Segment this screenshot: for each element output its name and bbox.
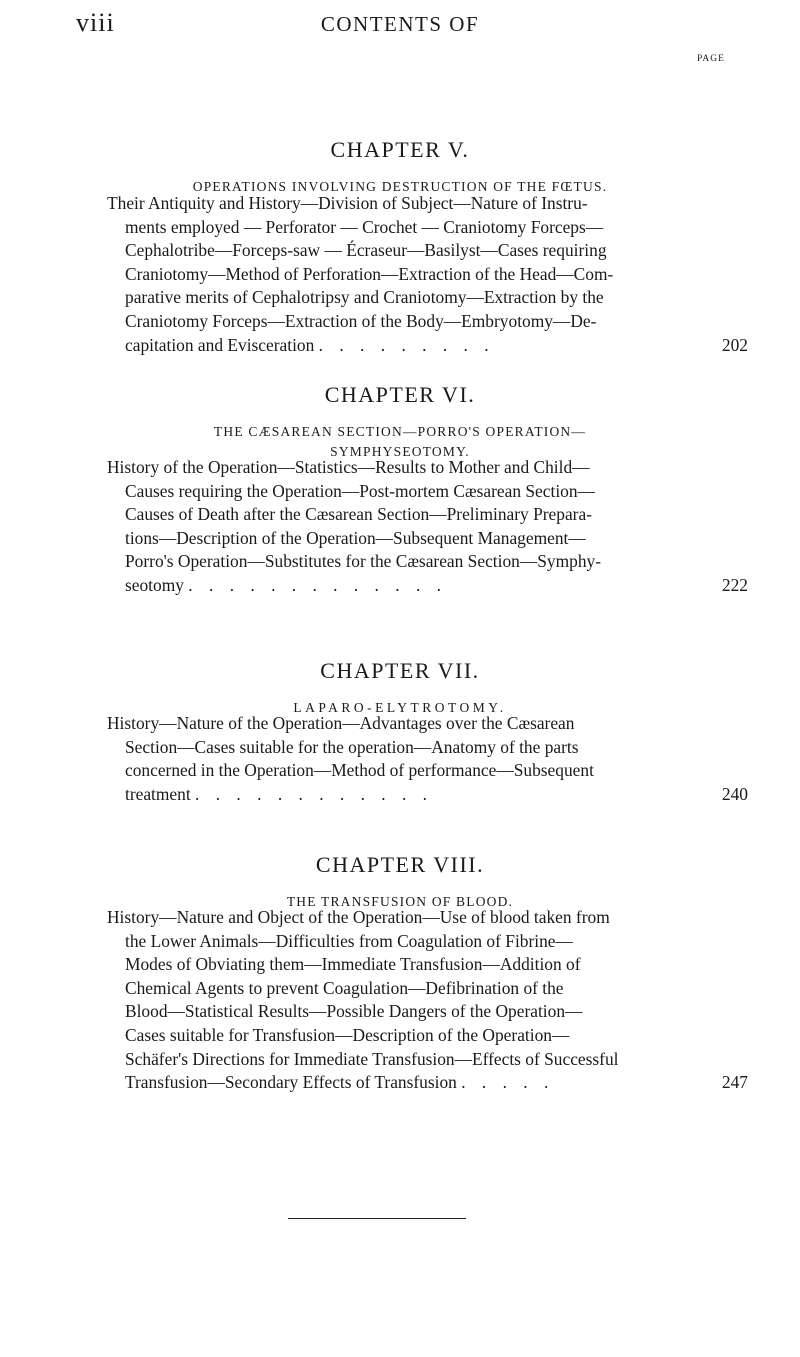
chapter-viii-heading [0, 852, 800, 912]
end-rule [288, 1218, 466, 1219]
contents-line: concerned in the Operation—Method of performance—Subsequent [125, 760, 594, 781]
contents-line: Craniotomy Forceps—Extraction of the Body—Embryotomy—De- [125, 310, 597, 331]
contents-line: Modes of Obviating them—Immediate Transfusion—Addition of [125, 954, 581, 975]
chapter-viii-contents [107, 906, 748, 1095]
chapter-vi-heading [0, 382, 800, 462]
contents-line: parative merits of Cephalotripsy and Craniotomy—Extraction by the [125, 287, 604, 308]
running-title: CONTENTS OF [320, 12, 480, 36]
contents-line: Cases suitable for Transfusion—Description of the Operation— [125, 1024, 570, 1045]
page-header [0, 8, 800, 48]
contents-line: treatment . . . . . . . . . . . . [125, 783, 434, 804]
contents-line: Section—Cases suitable for the operation—Anatomy of the parts [125, 736, 579, 757]
contents-line: History—Nature and Object of the Operation—Use of blood taken from [107, 907, 610, 927]
chapter-vii-heading [0, 658, 800, 718]
contents-line: ments employed — Perforator — Crochet — Craniotomy Forceps— [125, 216, 604, 237]
contents-line: Cephalotribe—Forceps-saw — Écraseur—Basilyst—Cases requiring [125, 240, 607, 261]
contents-line: the Lower Animals—Difficulties from Coagulation of Fibrine— [125, 930, 573, 951]
page-number: 222 [721, 574, 748, 595]
chapter-v-heading [0, 137, 800, 197]
chapter-title: CHAPTER V. [330, 137, 470, 162]
chapter-title: CHAPTER VII. [320, 658, 480, 683]
chapter-vi-contents [107, 456, 748, 598]
contents-line: Porro's Operation—Substitutes for the Cæsarean Section—Symphy- [125, 551, 602, 572]
chapter-subtitle: OPERATIONS INVOLVING DESTRUCTION OF THE FŒTUS. [192, 179, 608, 194]
contents-line: Causes requiring the Operation—Post-mortem Cæsarean Section— [125, 480, 595, 501]
contents-line: seotomy . . . . . . . . . . . . . [125, 574, 447, 595]
chapter-subtitle: THE TRANSFUSION OF BLOOD. [286, 894, 514, 909]
contents-line: Causes of Death after the Cæsarean Section—Preliminary Prepara- [125, 504, 592, 525]
contents-line: Chemical Agents to prevent Coagulation—Defibrination of the [125, 977, 564, 998]
chapter-title: CHAPTER VI. [324, 382, 476, 407]
chapter-subtitle: LAPARO-ELYTROTOMY. [293, 700, 507, 715]
chapter-subtitle-continued: SYMPHYSEOTOMY. [330, 444, 470, 459]
contents-line: History of the Operation—Statistics—Results to Mother and Child— [107, 457, 590, 477]
contents-line: capitation and Evisceration . . . . . . . . . [125, 334, 495, 355]
page-number: 240 [721, 783, 748, 804]
contents-line: Transfusion—Secondary Effects of Transfusion . . . . . [125, 1072, 555, 1093]
contents-line: History—Nature of the Operation—Advantages over the Cæsarean [107, 713, 575, 733]
contents-line: Craniotomy—Method of Perforation—Extraction of the Head—Com- [125, 263, 614, 284]
contents-line: Their Antiquity and History—Division of Subject—Nature of Instru- [107, 193, 588, 213]
chapter-vii-contents [107, 712, 748, 806]
chapter-subtitle: THE CÆSAREAN SECTION—PORRO'S OPERATION— [213, 424, 587, 439]
contents-line: Schäfer's Directions for Immediate Transfusion—Effects of Successful [125, 1048, 619, 1069]
contents-line: Blood—Statistical Results—Possible Dangers of the Operation— [125, 1001, 583, 1022]
page-column-label: PAGE [697, 54, 725, 64]
chapter-v-contents [107, 192, 748, 357]
folio: viii [76, 8, 115, 37]
page-number: 247 [721, 1072, 748, 1093]
page-number: 202 [721, 334, 748, 355]
chapter-title: CHAPTER VIII. [315, 852, 485, 877]
contents-line: tions—Description of the Operation—Subsequent Management— [125, 527, 586, 548]
